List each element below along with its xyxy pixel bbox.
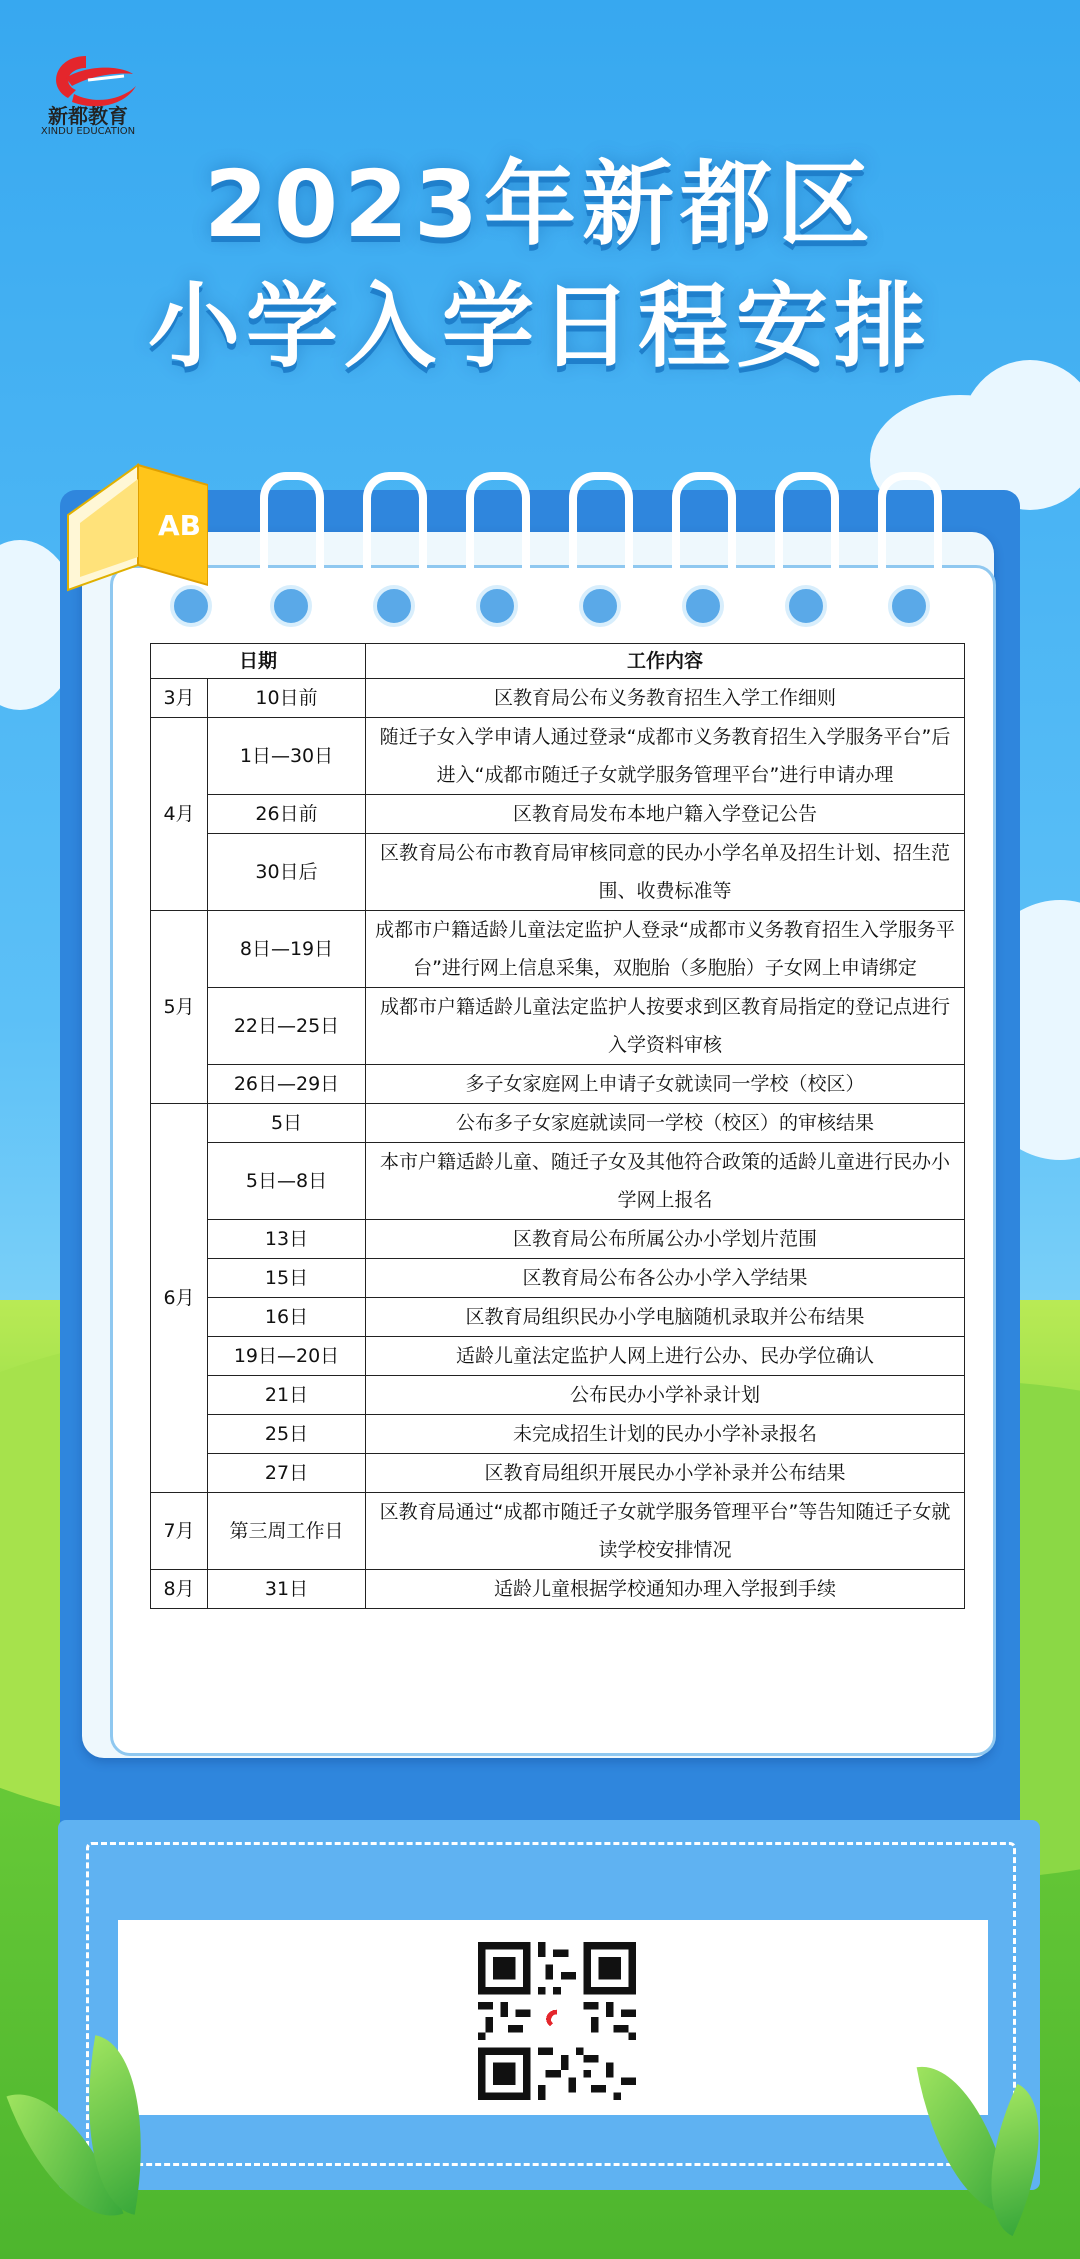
- content-cell: 适龄儿童根据学校通知办理入学报到手续: [366, 1570, 965, 1609]
- date-cell: 第三周工作日: [208, 1493, 366, 1570]
- content-cell: 区教育局通过“成都市随迁子女就学服务管理平台”等告知随迁子女就读学校安排情况: [366, 1493, 965, 1570]
- table-row: [151, 679, 965, 718]
- header-date: 日期: [151, 644, 366, 679]
- table-row: [151, 1220, 965, 1259]
- date-cell: 1日—30日: [208, 718, 366, 795]
- table-row: [151, 795, 965, 834]
- calendar-hole: [888, 585, 930, 627]
- content-cell: 公布民办小学补录计划: [366, 1376, 965, 1415]
- content-cell: 区教育局公布市教育局审核同意的民办小学名单及招生计划、招生范围、收费标准等: [366, 834, 965, 911]
- table-header-row: [151, 644, 965, 679]
- table-row: [151, 1570, 965, 1609]
- table-row: [151, 1104, 965, 1143]
- date-cell: 30日后: [208, 834, 366, 911]
- content-cell: 多子女家庭网上申请子女就读同一学校（校区）: [366, 1065, 965, 1104]
- poster-title-line2: 小学入学日程安排: [147, 273, 932, 380]
- calendar-hole: [682, 585, 724, 627]
- content-cell: 适龄儿童法定监护人网上进行公办、民办学位确认: [366, 1337, 965, 1376]
- content-cell: 随迁子女入学申请人通过登录“成都市义务教育招生入学服务平台”后进入“成都市随迁子女就学服务管理平台”进行申请办理: [366, 718, 965, 795]
- calendar-ring: [260, 472, 324, 580]
- calendar-hole: [476, 585, 518, 627]
- table-row: [151, 1065, 965, 1104]
- book-icon: [58, 445, 208, 595]
- month-cell: 4月: [151, 718, 208, 911]
- book-letters: AB: [158, 509, 202, 542]
- table-row: [151, 1337, 965, 1376]
- table-row: [151, 1298, 965, 1337]
- content-cell: 区教育局发布本地户籍入学登记公告: [366, 795, 965, 834]
- table-row: [151, 1259, 965, 1298]
- date-cell: 5日: [208, 1104, 366, 1143]
- date-cell: 26日—29日: [208, 1065, 366, 1104]
- calendar-hole: [270, 585, 312, 627]
- date-cell: 15日: [208, 1259, 366, 1298]
- brand-subtitle: XINDU EDUCATION: [40, 126, 136, 137]
- month-cell: 8月: [151, 1570, 208, 1609]
- calendar-hole: [373, 585, 415, 627]
- date-cell: 21日: [208, 1376, 366, 1415]
- month-cell: 7月: [151, 1493, 208, 1570]
- date-cell: 26日前: [208, 795, 366, 834]
- table-row: [151, 834, 965, 911]
- date-cell: 8日—19日: [208, 911, 366, 988]
- content-cell: 成都市户籍适龄儿童法定监护人登录“成都市义务教育招生入学服务平台”进行网上信息采集，双胞胎（多胞胎）子女网上申请绑定: [366, 911, 965, 988]
- month-cell: 5月: [151, 911, 208, 1104]
- content-cell: 本市户籍适龄儿童、随迁子女及其他符合政策的适龄儿童进行民办小学网上报名: [366, 1143, 965, 1220]
- date-cell: 31日: [208, 1570, 366, 1609]
- header-content: 工作内容: [366, 644, 965, 679]
- date-cell: 19日—20日: [208, 1337, 366, 1376]
- content-cell: 未完成招生计划的民办小学补录报名: [366, 1415, 965, 1454]
- table-row: [151, 1143, 965, 1220]
- date-cell: 16日: [208, 1298, 366, 1337]
- content-cell: 区教育局公布所属公办小学划片范围: [366, 1220, 965, 1259]
- calendar-hole: [579, 585, 621, 627]
- calendar-ring: [363, 472, 427, 580]
- table-row: [151, 988, 965, 1065]
- calendar-ring: [569, 472, 633, 580]
- table-row: [151, 1454, 965, 1493]
- date-cell: 22日—25日: [208, 988, 366, 1065]
- table-row: [151, 1493, 965, 1570]
- calendar-hole: [785, 585, 827, 627]
- content-cell: 区教育局组织民办小学电脑随机录取并公布结果: [366, 1298, 965, 1337]
- table-row: [151, 1415, 965, 1454]
- calendar-ring: [878, 472, 942, 580]
- date-cell: 13日: [208, 1220, 366, 1259]
- content-cell: 成都市户籍适龄儿童法定监护人按要求到区教育局指定的登记点进行入学资料审核: [366, 988, 965, 1065]
- table-row: [151, 911, 965, 988]
- content-cell: 公布多子女家庭就读同一学校（校区）的审核结果: [366, 1104, 965, 1143]
- table-row: [151, 718, 965, 795]
- content-cell: 区教育局公布义务教育招生入学工作细则: [366, 679, 965, 718]
- brand-name: 新都教育: [48, 104, 128, 128]
- date-cell: 27日: [208, 1454, 366, 1493]
- date-cell: 25日: [208, 1415, 366, 1454]
- qr-code-icon[interactable]: [478, 1942, 636, 2100]
- content-cell: 区教育局公布各公办小学入学结果: [366, 1259, 965, 1298]
- calendar-ring: [775, 472, 839, 580]
- schedule-table: [150, 643, 965, 1609]
- month-cell: 3月: [151, 679, 208, 718]
- date-cell: 10日前: [208, 679, 366, 718]
- poster-title-line1: 2023年新都区: [203, 151, 877, 258]
- calendar-ring: [672, 472, 736, 580]
- content-cell: 区教育局组织开展民办小学补录并公布结果: [366, 1454, 965, 1493]
- month-cell: 6月: [151, 1104, 208, 1493]
- date-cell: 5日—8日: [208, 1143, 366, 1220]
- table-row: [151, 1376, 965, 1415]
- calendar-ring: [466, 472, 530, 580]
